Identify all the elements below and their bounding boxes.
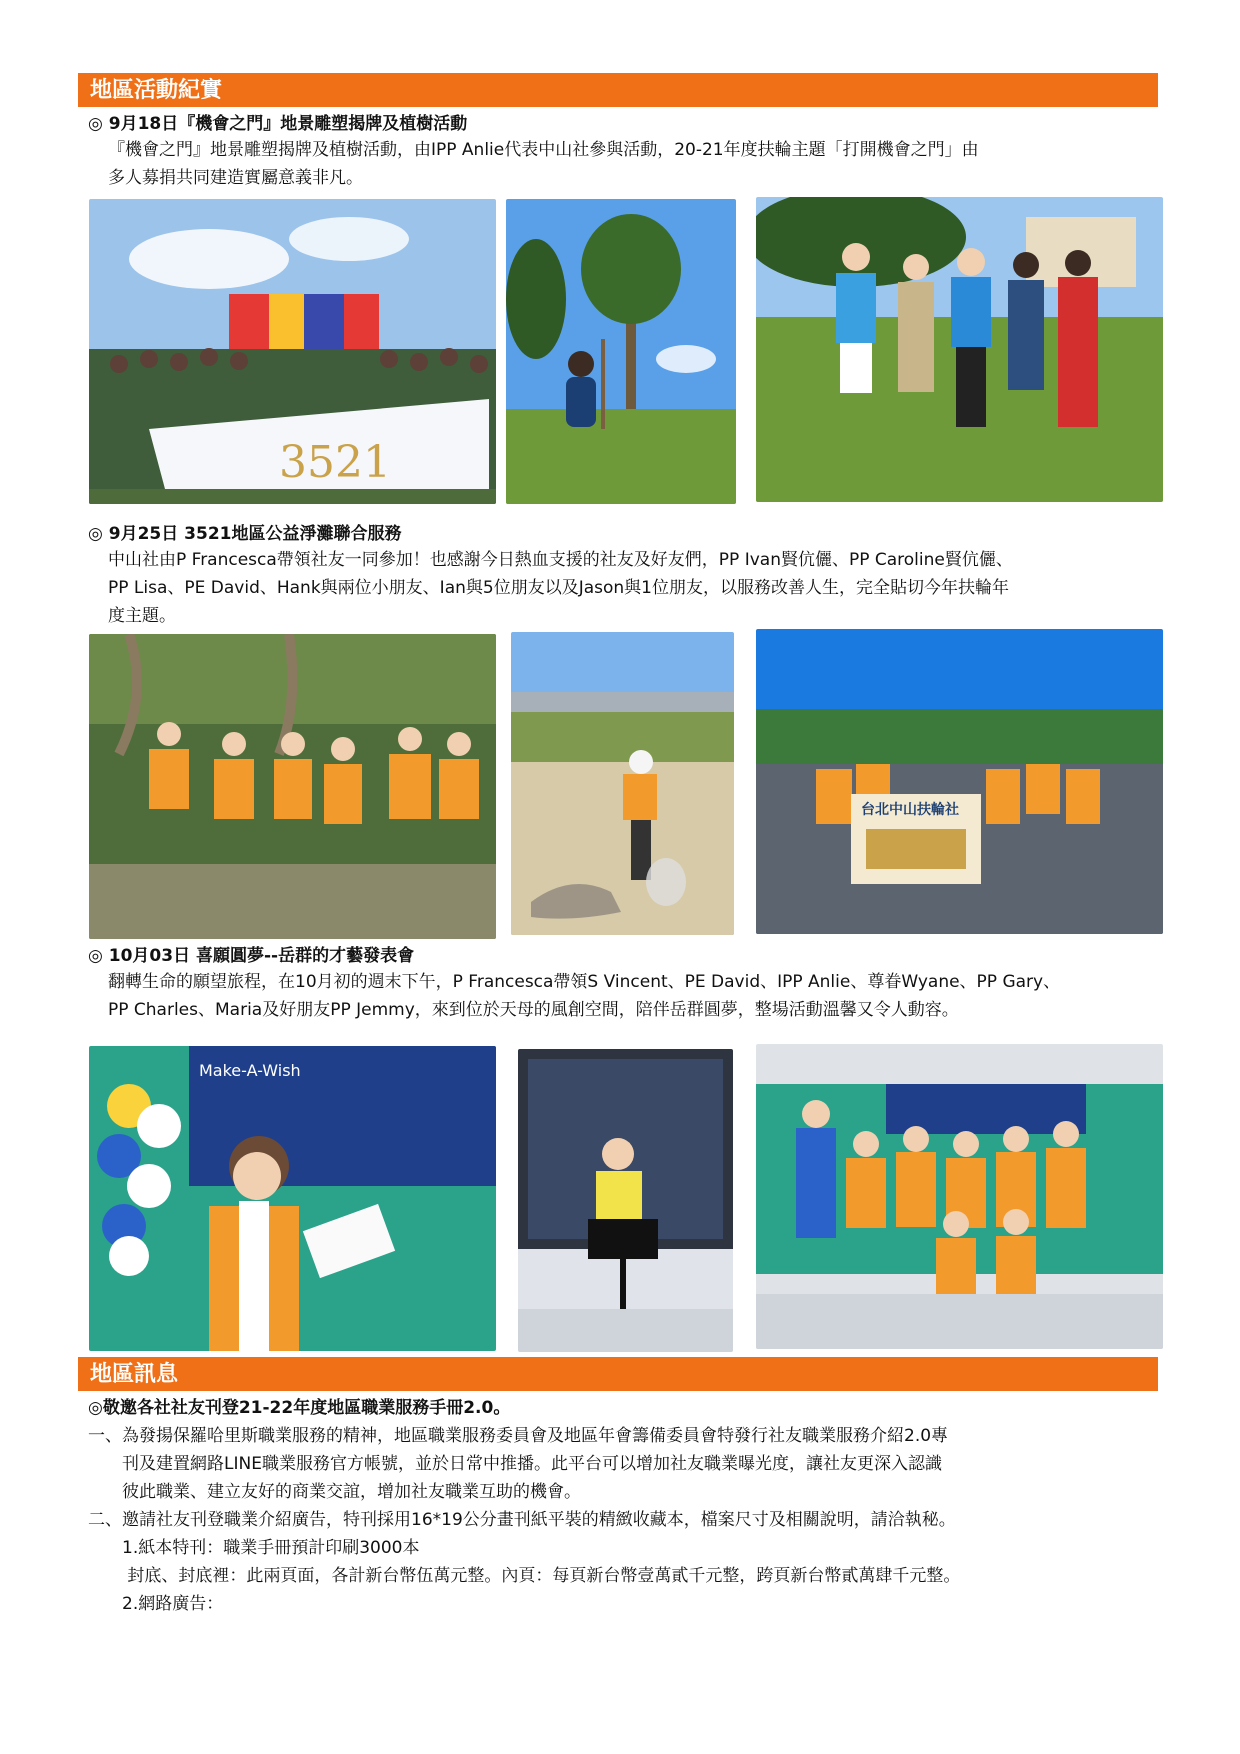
- event-desc-oct03: [108, 968, 1148, 1024]
- news-list: [88, 1422, 1158, 1618]
- event-desc-line: 中山社由P Francesca帶領社友一同參加！也感謝今日熱血支援的社友及好友們，PP Ivan賢伉儷、PP Caroline賢伉儷、: [108, 550, 1013, 570]
- event-title-oct03: ◎ 10月03日 喜願圓夢--岳群的才藝發表會: [88, 946, 415, 966]
- photo-sculpture-unveiling: [89, 199, 496, 504]
- news-line: 一、為發揚保羅哈里斯職業服務的精神，地區職業服務委員會及地區年會籌備委員會特發行社友職業服務介紹2.0專: [88, 1426, 949, 1446]
- news-line: 二、邀請社友刊登職業介紹廣告，特刊採用16*19公分畫刊紙平裝的精緻收藏本，檔案尺寸及相關說明，請洽執秘。: [88, 1510, 956, 1530]
- news-line: 2.網路廣告：: [88, 1594, 224, 1614]
- photo-beach-cleanup-group: [89, 634, 496, 939]
- photo-group-members-park: [756, 197, 1163, 502]
- event-desc-line: 『機會之門』地景雕塑揭牌及植樹活動，由IPP Anlie代表中山社參與活動，20-21年度扶輪主題「打開機會之門」由: [108, 140, 979, 160]
- event-desc-line: 多人募捐共同建造實屬意義非凡。: [108, 168, 363, 188]
- photo-beach-cleanup-banner: [756, 629, 1163, 934]
- event-desc-sept25: [108, 546, 1148, 630]
- event-desc-line: PP Charles、Maria及好朋友PP Jemmy，來到位於天母的風創空間，陪伴岳群圓夢，整場活動溫馨又令人動容。: [108, 1000, 959, 1020]
- event-desc-line: 度主題。: [108, 606, 176, 626]
- event-desc-sept18: [108, 136, 1148, 192]
- event-desc-line: PP Lisa、PE David、Hank與兩位小朋友、Ian與5位朋友以及Jason與1位朋友，以服務改善人生，完全貼切今年扶輪年: [108, 578, 1009, 598]
- section-header-activities: 地區活動紀實: [78, 73, 1158, 107]
- photo-wish-performer: [518, 1049, 733, 1352]
- photo-banner-text: 台北中山扶輪社: [861, 802, 959, 818]
- news-line: 彼此職業、建立友好的商業交誼，增加社友職業互助的機會。: [88, 1482, 581, 1502]
- event-title-sept18: ◎ 9月18日『機會之門』地景雕塑揭牌及植樹活動: [88, 114, 468, 134]
- photo-banner-text: 3521: [279, 437, 391, 488]
- photo-wish-speaker: [89, 1046, 496, 1351]
- photo-tree-planting: [506, 199, 736, 504]
- photo-banner-text: Make-A-Wish: [199, 1061, 301, 1080]
- event-title-sept25: ◎ 9月25日 3521地區公益淨灘聯合服務: [88, 524, 402, 544]
- news-line: 1.紙本特刊：職業手冊預計印刷3000本: [88, 1538, 420, 1558]
- news-line: 封底、封底裡：此兩頁面，各計新台幣伍萬元整。內頁：每頁新台幣壹萬貳千元整，跨頁新台幣貳萬肆千元整。: [88, 1566, 961, 1586]
- news-line: 刊及建置網路LINE職業服務官方帳號，並於日常中推播。此平台可以增加社友職業曝光度，讓社友更深入認識: [88, 1454, 942, 1474]
- event-desc-line: 翻轉生命的願望旅程，在10月初的週末下午，P Francesca帶領S Vincent、PE David、IPP Anlie、尊眷Wyane、PP Gary、: [108, 972, 1061, 992]
- news-title: ◎敬邀各社社友刊登21-22年度地區職業服務手冊2.0。: [88, 1398, 511, 1418]
- photo-wish-group: [756, 1044, 1163, 1349]
- photo-beach-cleanup-pickup: [511, 632, 734, 935]
- section-header-district-news: 地區訊息: [78, 1357, 1158, 1391]
